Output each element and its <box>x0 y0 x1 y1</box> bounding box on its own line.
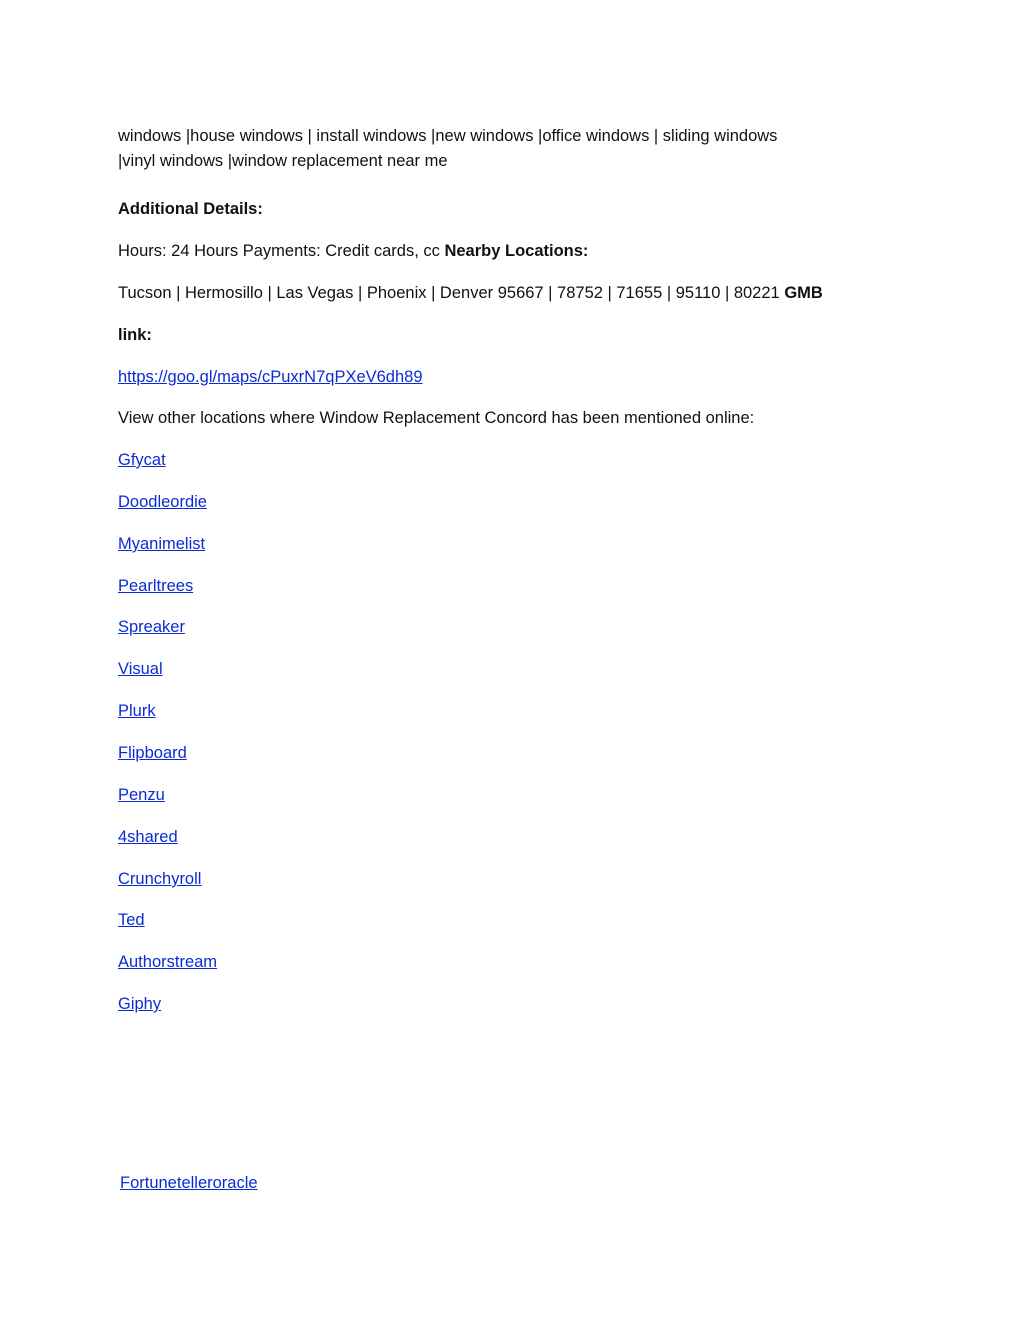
mention-link-item <box>118 700 156 722</box>
mentions-intro: View other locations where Window Replacement Concord has been mentioned online: <box>118 409 755 427</box>
fortunetelleroracle-link[interactable]: Fortunetelleroracle <box>120 1174 258 1192</box>
mention-link-ted[interactable]: Ted <box>118 911 145 929</box>
mention-link-flipboard[interactable]: Flipboard <box>118 744 187 762</box>
mention-link-item <box>118 742 187 764</box>
hours-payments-text: Hours: 24 Hours Payments: Credit cards, cc <box>118 242 440 260</box>
keywords-line-1: windows |house windows | install windows |new windows |office windows | sliding windows <box>118 127 778 145</box>
mention-link-item <box>118 993 161 1015</box>
mention-link-penzu[interactable]: Penzu <box>118 786 165 804</box>
mention-link-gfycat[interactable]: Gfycat <box>118 451 166 469</box>
gmb-map-link[interactable]: https://goo.gl/maps/cPuxrN7qPXeV6dh89 <box>118 368 423 386</box>
mention-link-item <box>118 868 201 890</box>
mention-link-plurk[interactable]: Plurk <box>118 702 156 720</box>
mention-link-item <box>118 491 207 513</box>
mention-link-item <box>118 826 178 848</box>
link-label: link: <box>118 326 152 344</box>
mention-link-item <box>118 784 165 806</box>
mention-link-item <box>118 909 145 931</box>
hours-payments-line <box>118 240 588 262</box>
mention-link-visual[interactable]: Visual <box>118 660 163 678</box>
mention-link-item <box>118 575 193 597</box>
mention-link-item <box>118 449 166 471</box>
locations-text: Tucson | Hermosillo | Las Vegas | Phoenix | Denver 95667 | 78752 | 71655 | 95110 | 80221 <box>118 284 780 302</box>
mention-link-crunchyroll[interactable]: Crunchyroll <box>118 870 202 888</box>
mention-link-authorstream[interactable]: Authorstream <box>118 953 218 971</box>
locations-line <box>118 282 823 304</box>
mention-link-item <box>118 951 217 973</box>
mention-link-doodleordie[interactable]: Doodleordie <box>118 493 207 511</box>
mention-link-giphy[interactable]: Giphy <box>118 995 162 1013</box>
gmb-label: GMB <box>784 284 823 302</box>
footer-link-line <box>120 1172 258 1194</box>
mention-link-pearltrees[interactable]: Pearltrees <box>118 577 194 595</box>
mention-link-item <box>118 658 163 680</box>
gmb-url-line <box>118 366 423 388</box>
additional-details-heading: Additional Details: <box>118 200 263 218</box>
keywords-line-2: |vinyl windows |window replacement near me <box>118 152 448 170</box>
mention-link-item <box>118 616 185 638</box>
mention-link-myanimelist[interactable]: Myanimelist <box>118 535 206 553</box>
nearby-locations-label: Nearby Locations: <box>444 242 589 260</box>
mention-link-4shared[interactable]: 4shared <box>118 828 178 846</box>
mention-link-spreaker[interactable]: Spreaker <box>118 618 185 636</box>
mention-link-item <box>118 533 205 555</box>
